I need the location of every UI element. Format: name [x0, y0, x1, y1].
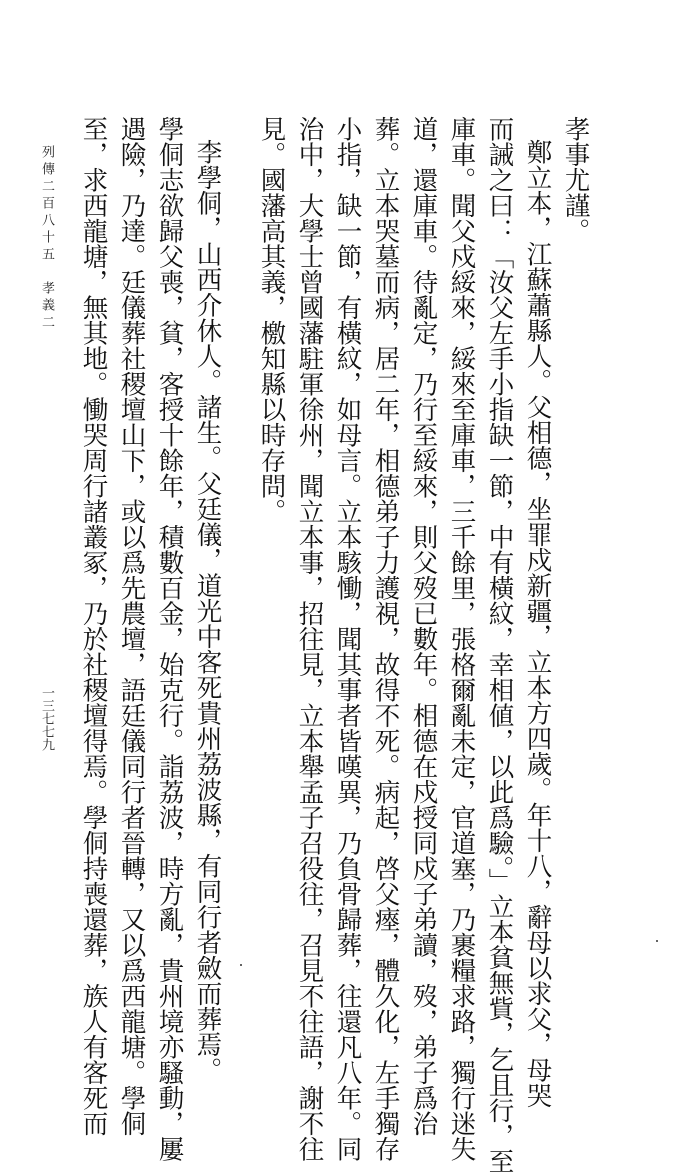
text-column-5: 道，還庫車。待亂定，乃行至綏來，則父歿已數年。相德在戍授同戍子弟讀，歿，弟子爲治	[408, 116, 439, 1136]
text-column-12: 遇險，乃達。廷儀葬社稷壇山下，或以爲先農壇，語廷儀同行者晉轉，又以爲西龍塘。學侗	[116, 116, 147, 1136]
text-column-1: 孝事尤謹。	[560, 116, 591, 244]
text-column-6: 葬。立本哭墓而病，居二年，相德弟子力護視，故得不死。病起，啓父瘞，體久化，左手獨存	[370, 116, 401, 1162]
speck	[240, 964, 242, 966]
running-header: 列傳二百八十五 孝義二	[39, 145, 54, 332]
text-column-2: 鄭立本，江蘇蕭縣人。父相德，坐罪戍新疆，立本方四歲。年十八，辭母以求父，母哭	[522, 139, 553, 1108]
text-column-4: 庫車。聞父戍綏來，綏來至庫車，三千餘里，張格爾亂未定，官道塞，乃裹糧求路，獨行迷失	[446, 116, 477, 1162]
text-column-11: 學侗志欲歸父喪，貧，客授十餘年，積數百金，始克行。詣荔波，時方亂，貴州境亦騷動，屢	[154, 116, 185, 1162]
text-column-9: 見。國藩高其義，檄知縣以時存問。	[256, 116, 287, 524]
text-column-13: 至，求西龍塘，無其地。慟哭周行諸叢冢，乃於社稷壇得焉。學侗持喪還葬，族人有客死而	[78, 116, 109, 1136]
speck	[656, 940, 658, 942]
page-number: 一三七七九	[39, 686, 54, 751]
text-column-10: 李學侗，山西介休人。諸生。父廷儀，道光中客死貴州荔波縣，有同行者斂而葬焉。	[192, 139, 223, 1083]
text-column-3: 而誡之曰：「汝父左手小指缺一節，中有橫紋，幸相値，以此爲驗。」立本貧無貲，乞且行，至	[484, 116, 515, 1174]
text-column-7: 小指，缺一節，有橫紋，如母言。立本駭慟，聞其事者皆嘆異，乃負骨歸葬，往還凡八年。同	[332, 116, 363, 1162]
text-column-8: 治中，大學士曾國藩駐軍徐州，聞立本事，招往見，立本舉孟子召役往，召見不往語，謝不往	[294, 116, 325, 1162]
